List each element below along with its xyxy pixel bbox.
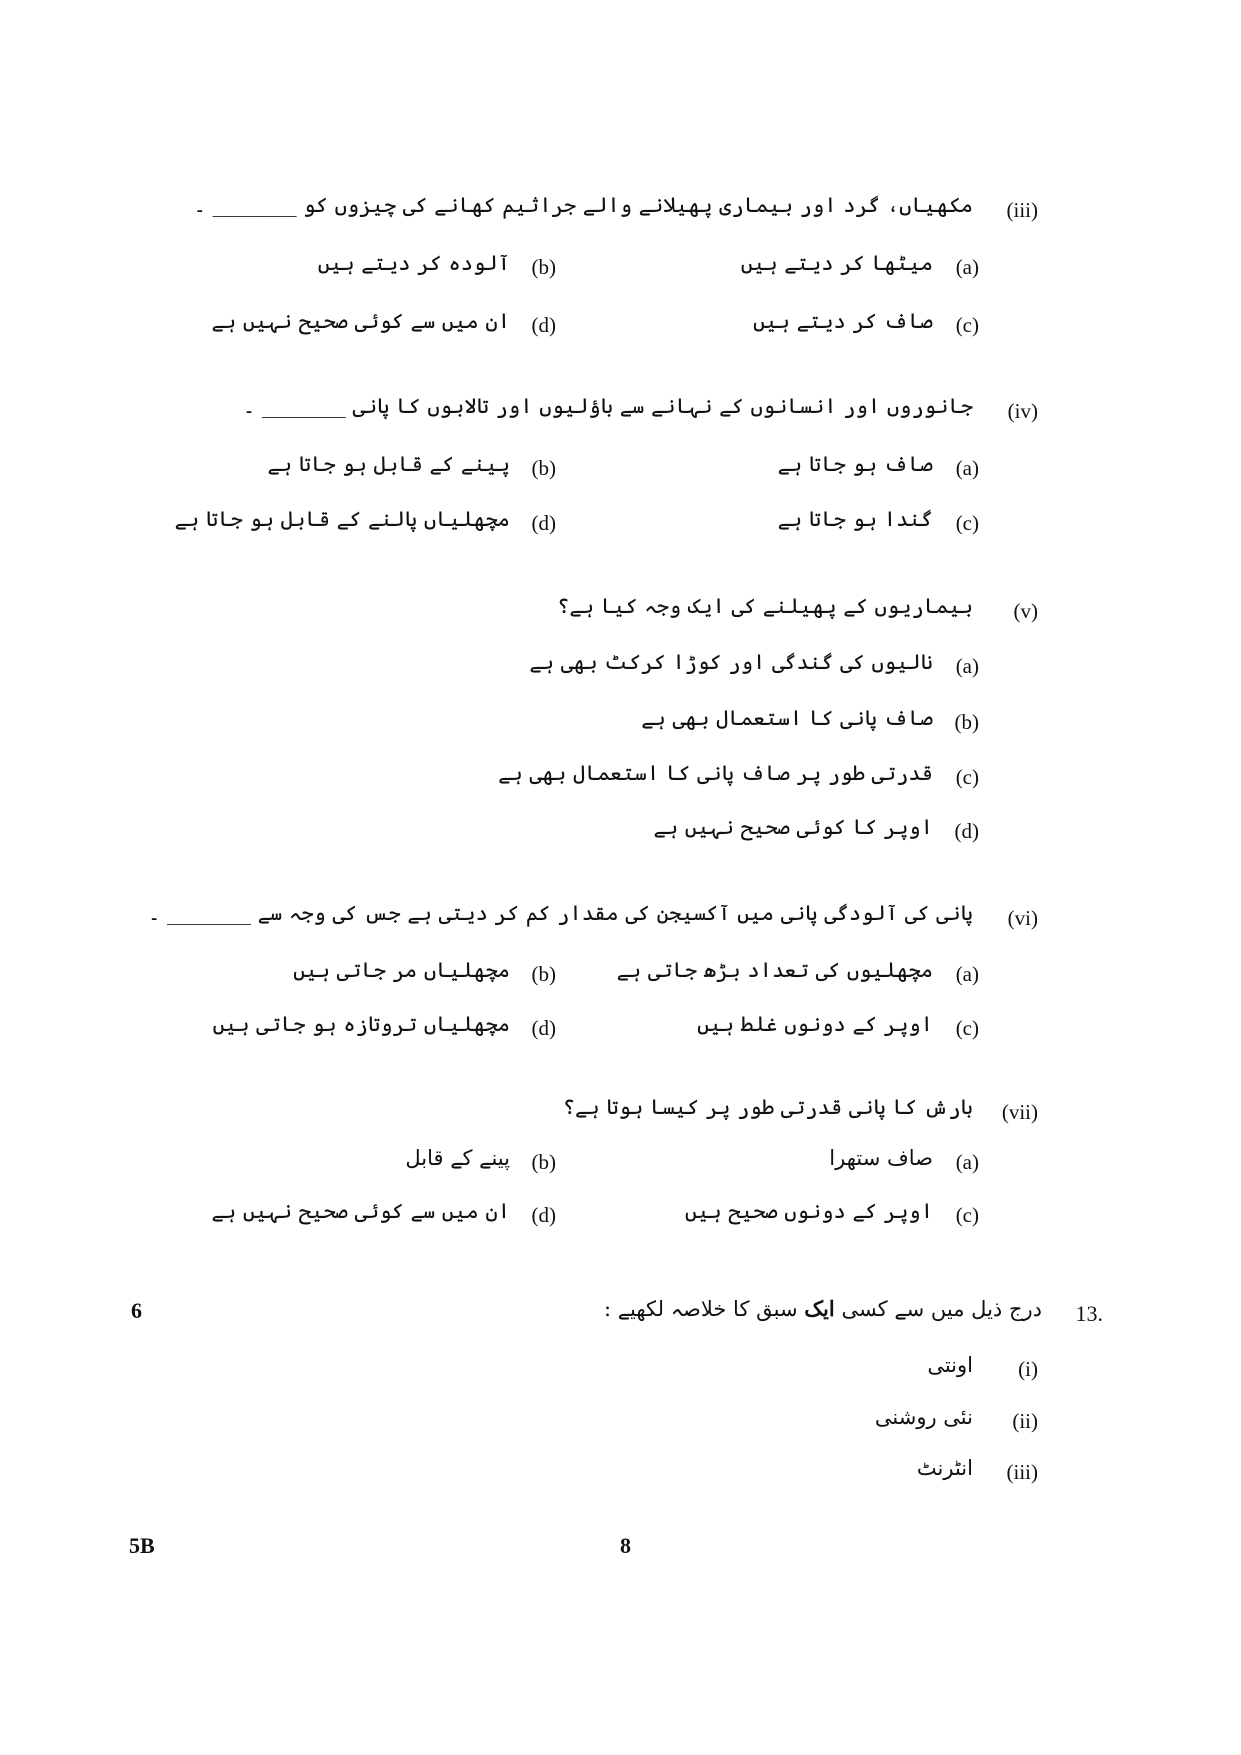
question-stem <box>604 1296 1042 1321</box>
option-label: (a) <box>955 255 979 279</box>
option-text: پینے کے قابل ہو جاتا ہے <box>267 452 510 476</box>
option-text: صاف کر دیتے ہیں <box>753 309 933 333</box>
option-label: (b) <box>954 710 979 734</box>
item-text: نئی روشنی <box>874 1405 973 1429</box>
option-label: (c) <box>955 1016 979 1040</box>
option-label: (a) <box>955 1150 979 1174</box>
option-label: (b) <box>531 962 556 986</box>
option-label: (a) <box>955 654 979 678</box>
option-text: نالیوں کی گندگی اور کوڑا کرکٹ بھی ہے <box>529 650 933 674</box>
option-text: اوپر کے دونوں صحیح ہیں <box>684 1199 933 1223</box>
option-text: قدرتی طور پر صاف پانی کا استعمال بھی ہے <box>498 761 933 785</box>
option-text: گندا ہو جاتا ہے <box>777 507 933 531</box>
option-label: (c) <box>955 313 979 337</box>
question-number: (iii) <box>1006 198 1038 222</box>
option-text: مچھلیاں پالنے کے قابل ہو جاتا ہے <box>174 507 510 531</box>
item-text: انٹرنٹ <box>916 1456 973 1480</box>
option-text: صاف ہو جاتا ہے <box>777 452 933 476</box>
question-stem: بارش کا پانی قدرتی طور پر کیسا ہوتا ہے؟ <box>562 1095 973 1119</box>
marks-indicator: 6 <box>131 1298 142 1323</box>
item-label: (iii) <box>1006 1460 1038 1484</box>
item-text: اونتی <box>927 1353 973 1377</box>
question-number: (vi) <box>1007 906 1038 930</box>
option-text: مچھلیوں کی تعداد بڑھ جاتی ہے <box>616 958 933 982</box>
option-text: آلودہ کر دیتے ہیں <box>317 251 510 275</box>
option-label: (d) <box>531 313 556 337</box>
stem-bold-word: ایک <box>804 1296 835 1321</box>
question-number: (vii) <box>1001 1100 1038 1124</box>
option-label: (b) <box>531 456 556 480</box>
question-number: (v) <box>1013 599 1038 623</box>
question-stem: پانی کی آلودگی پانی میں آکسیجن کی مقدار کم کر دیتی ہے جس کی وجہ سے ________ ۔ <box>147 901 973 925</box>
question-number: 13. <box>1075 1301 1103 1326</box>
option-text: صاف ستھرا <box>829 1146 933 1170</box>
option-label: (c) <box>955 765 979 789</box>
stem-after: سبق کا خلاصہ لکھیے : <box>603 1297 798 1321</box>
option-label: (c) <box>955 511 979 535</box>
option-text: مچھلیاں تروتازہ ہو جاتی ہیں <box>212 1012 510 1036</box>
item-label: (i) <box>1018 1357 1038 1381</box>
option-text: میٹھا کر دیتے ہیں <box>740 251 933 275</box>
question-number: (iv) <box>1007 399 1038 423</box>
option-label: (b) <box>531 255 556 279</box>
page-number: 8 <box>620 1533 631 1558</box>
option-text: پینے کے قابل <box>405 1146 510 1170</box>
question-stem: بیماریوں کے پھیلنے کی ایک وجہ کیا ہے؟ <box>557 594 973 618</box>
option-text: صاف پانی کا استعمال بھی ہے <box>641 706 933 730</box>
option-text: ان میں سے کوئی صحیح نہیں ہے <box>211 1199 510 1223</box>
stem-before: درج ذیل میں سے کسی <box>841 1297 1042 1321</box>
option-label: (d) <box>531 511 556 535</box>
option-text: ان میں سے کوئی صحیح نہیں ہے <box>211 309 510 333</box>
option-label: (d) <box>954 819 979 843</box>
option-label: (d) <box>531 1016 556 1040</box>
option-label: (b) <box>531 1150 556 1174</box>
question-stem: مکھیاں، گرد اور بیماری پھیلانے والے جراثیم کھانے کی چیزوں کو ________ ۔ <box>193 193 973 217</box>
option-label: (d) <box>531 1203 556 1227</box>
option-label: (a) <box>955 962 979 986</box>
question-stem: جانوروں اور انسانوں کے نہانے سے باؤلیوں اور تالابوں کا پانی ________ ۔ <box>242 394 973 418</box>
option-label: (a) <box>955 456 979 480</box>
paper-code: 5B <box>129 1533 155 1558</box>
option-label: (c) <box>955 1203 979 1227</box>
item-label: (ii) <box>1012 1409 1038 1433</box>
option-text: اوپر کے دونوں غلط ہیں <box>697 1012 933 1036</box>
option-text: اوپر کا کوئی صحیح نہیں ہے <box>653 815 933 839</box>
option-text: مچھلیاں مر جاتی ہیں <box>293 958 510 982</box>
